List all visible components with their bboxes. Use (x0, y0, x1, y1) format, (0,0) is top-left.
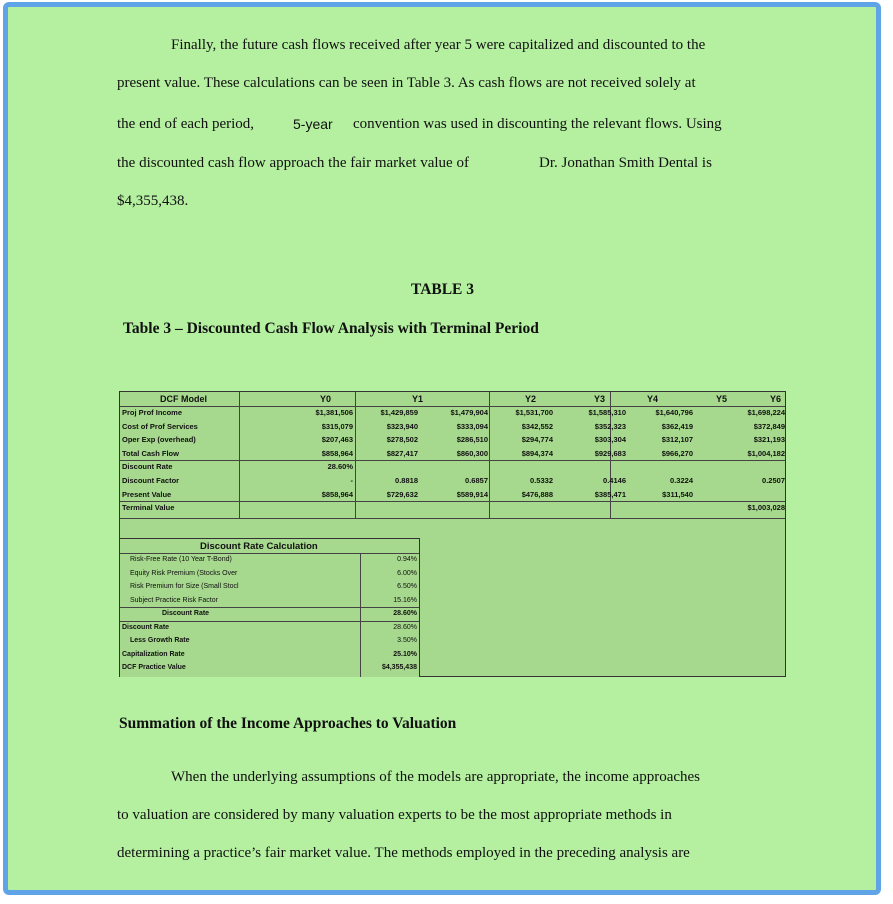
cell-value: $303,304 (594, 435, 626, 445)
dcf-table (119, 391, 786, 677)
cell-value: $1,479,904 (450, 408, 488, 417)
year-header: Y1 (412, 394, 424, 404)
cell-value: $966,270 (661, 448, 693, 458)
calc-value: 28.60% (393, 623, 417, 631)
paragraph1-line2: present value. These calculations can be seen in Table 3. As cash flows are not received solely at (117, 75, 696, 91)
document-page (8, 7, 876, 890)
calc-value: 15.16% (393, 596, 417, 604)
cell-value: $207,463 (321, 435, 353, 445)
table-title: Table 3 – Discounted Cash Flow Analysis with Terminal Period (123, 320, 539, 337)
row-label: Discount Factor (122, 476, 180, 485)
cell-value: 0.3224 (670, 476, 693, 485)
paragraph1-line3-a: the end of each period, (117, 116, 255, 132)
cell-value: $362,419 (661, 421, 693, 431)
table-row (120, 462, 785, 472)
calc-label: Discount Rate (122, 623, 170, 631)
list-item (120, 663, 419, 673)
paragraph2-line1: When the underlying assumptions of the models are appropriate, the income approaches (171, 769, 700, 785)
cell-value: $323,940 (386, 421, 418, 431)
list-item (120, 569, 419, 579)
cell-value: $858,964 (321, 489, 353, 499)
cell-value: $311,540 (662, 489, 693, 499)
paragraph1-line4-b: Dr. Jonathan Smith Dental is (539, 155, 712, 171)
paragraph1-line3-b: 5-year (293, 116, 333, 132)
dcf-model-label: DCF Model (160, 394, 207, 404)
calc-value: 6.00% (397, 569, 417, 577)
paragraph1-line5: $4,355,438. (117, 193, 189, 209)
year-header: Y4 (647, 394, 659, 404)
cell-value: $827,417 (386, 448, 418, 458)
list-item (120, 582, 419, 592)
paragraph2-line3: determining a practice’s fair market value. The methods employed in the preceding analysis are (117, 845, 690, 861)
list-item (120, 623, 419, 633)
calc-label: Subject Practice Risk Factor (130, 596, 218, 604)
cell-value: $278,502 (386, 435, 418, 445)
cell-value: $342,552 (521, 421, 553, 431)
cell-value: 0.2507 (762, 476, 785, 485)
cell-value: $1,585,310 (588, 408, 626, 417)
cell-value: $315,079 (321, 421, 353, 431)
cell-value: $1,698,224 (747, 408, 785, 417)
cell-value: $929,683 (594, 448, 626, 458)
cell-value: 0.4146 (603, 476, 626, 485)
paragraph2-line2: to valuation are considered by many valuation experts to be the most appropriate methods in (117, 807, 672, 823)
discount-rate-calculation (120, 538, 420, 677)
cell-value: $352,323 (594, 421, 626, 431)
section-heading: Summation of the Income Approaches to Valuation (119, 715, 457, 732)
list-item (120, 596, 419, 606)
calc-value: 25.10% (393, 650, 417, 658)
row-label: Terminal Value (122, 503, 175, 513)
table-row (120, 476, 785, 486)
table-row (120, 449, 785, 459)
calc-label: Discount Rate (162, 610, 210, 617)
cell-value: $1,004,182 (747, 448, 785, 458)
year-header: Y5 (716, 394, 728, 404)
row-label: Present Value (122, 489, 172, 499)
calc-label: Risk Premium for Size (Small Stocl (130, 583, 239, 590)
table-row (120, 422, 785, 432)
cell-value: $286,510 (456, 435, 488, 445)
calc-label: Risk-Free Rate (10 Year T-Bond) (130, 556, 232, 563)
cell-value: $1,640,796 (655, 408, 693, 417)
row-label: Total Cash Flow (122, 448, 179, 458)
calc-value: 6.50% (397, 583, 417, 590)
list-item (120, 609, 419, 619)
cell-value: $589,914 (456, 489, 488, 499)
calc-value: 3.50% (397, 637, 417, 644)
cell-value: $321,193 (753, 435, 785, 445)
cell-value: $476,888 (521, 489, 553, 499)
calc-label: Equity Risk Premium (Stocks Over (130, 569, 238, 577)
cell-value: $372,849 (753, 421, 785, 431)
cell-value: $294,774 (521, 435, 553, 445)
row-label: Discount Rate (122, 462, 173, 472)
list-item (120, 555, 419, 565)
cell-value: 0.8818 (395, 476, 418, 485)
table-heading: TABLE 3 (411, 281, 475, 298)
cell-value: 0.5332 (530, 476, 553, 485)
calc-value: 0.94% (397, 556, 417, 563)
year-header: Y2 (525, 394, 537, 404)
cell-value: $333,094 (456, 421, 488, 431)
table-row (120, 490, 785, 500)
year-header: Y3 (594, 394, 606, 404)
table-row (120, 503, 785, 513)
cell-value: $1,531,700 (515, 408, 553, 417)
cell-value: $729,632 (386, 489, 418, 499)
row-label: Proj Prof Income (122, 408, 183, 417)
calc-label: Less Growth Rate (130, 637, 190, 644)
list-item (120, 636, 419, 646)
cell-value: $894,374 (521, 448, 553, 458)
cell-value: $858,964 (321, 448, 353, 458)
cell-value: $1,429,859 (380, 408, 418, 417)
cell-value: - (350, 476, 353, 485)
calc-label: Capitalization Rate (122, 650, 185, 658)
cell-value: $1,381,506 (315, 408, 353, 417)
paragraph1-line4-a: the discounted cash flow approach the fair market value of (117, 155, 469, 171)
calc-value: $4,355,438 (381, 664, 417, 671)
cell-value: $385,471 (594, 489, 626, 499)
list-item (120, 650, 419, 660)
table-row (120, 408, 785, 418)
cell-value: $1,003,028 (747, 503, 785, 513)
paragraph1-line3-c: convention was used in discounting the relevant flows. Using (353, 116, 722, 132)
cell-value: 28.60% (327, 462, 353, 472)
calc-label: DCF Practice Value (122, 664, 186, 671)
year-header: Y0 (320, 394, 332, 404)
cell-value: $860,300 (456, 448, 488, 458)
calc-value: 28.60% (393, 610, 417, 617)
cell-value: 0.6857 (465, 476, 488, 485)
row-label: Oper Exp (overhead) (122, 435, 196, 445)
table-row (120, 435, 785, 445)
paragraph1-line1: Finally, the future cash flows received after year 5 were capitalized and discounted to the (171, 37, 706, 53)
discount-calc-title: Discount Rate Calculation (200, 541, 318, 552)
year-header: Y6 (770, 394, 782, 404)
row-label: Cost of Prof Services (122, 421, 198, 431)
page-frame (3, 2, 881, 895)
cell-value: $312,107 (661, 435, 693, 445)
